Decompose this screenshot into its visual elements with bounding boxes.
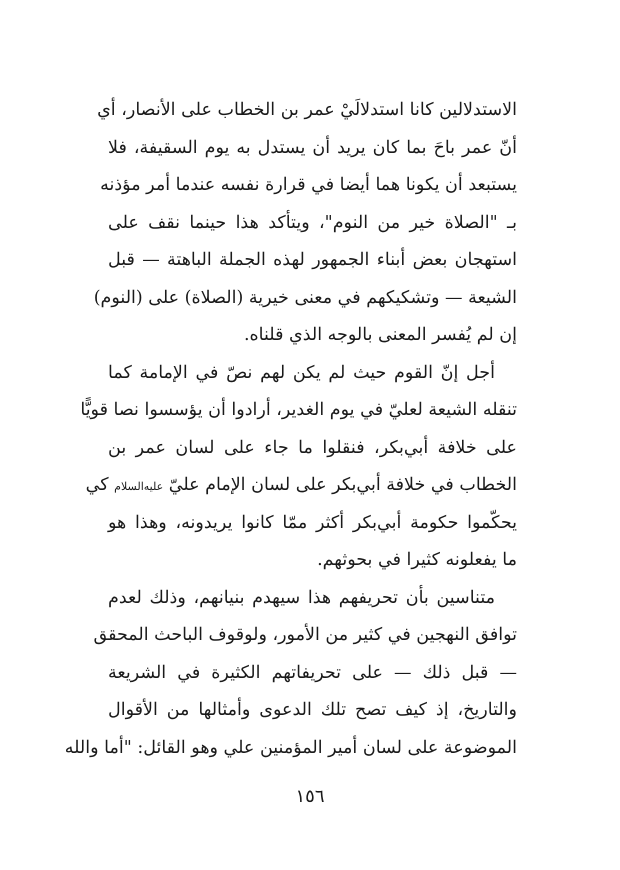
text-line: أجل إنّ القوم حيث لم يكن لهم نصّ في الإمامة كما <box>108 362 495 383</box>
text-segment: الخطاب في خلافة أبي‌بكر على لسان الإمام عليّ <box>168 475 517 495</box>
text-line: بـ "الصلاة خير من النوم"، ويتأكد هذا حينما نقف على <box>108 212 517 233</box>
paragraph-2 <box>80 355 517 580</box>
paragraph-1 <box>93 92 517 355</box>
text-line: يحكّموا حكومة أبي‌بكر أكثر ممّا كانوا يريدونه، وهذا هو <box>108 512 517 533</box>
text-line: إن لم يُفسر المعنى بالوجه الذي قلناه. <box>243 325 517 345</box>
text-line: متناسين بأن تحريفهم هذا سيهدم بنيانهم، وذلك لعدم <box>108 587 495 608</box>
text-line: الشيعة — وتشكيكهم في معنى خيرية (الصلاة) على (النوم) <box>93 287 517 308</box>
paragraph-3 <box>64 580 517 768</box>
text-line: الموضوعة على لسان أمير المؤمنين علي وهو القائل: "أما والله <box>64 737 517 758</box>
text-line: توافق النهجين في كثير من الأمور، ولوقوف الباحث المحقق <box>93 625 517 645</box>
text-line-with-honorific <box>85 467 517 505</box>
body-text <box>64 92 517 767</box>
text-line: أنّ عمر باحَ بما كان يريد أن يستدل به يوم السقيفة، فلا <box>108 137 517 158</box>
honorific-text: عليه‌السلام <box>114 480 164 493</box>
text-line: والتاريخ، إذ كيف تصح تلك الدعوى وأمثالها من الأقوال <box>108 700 517 720</box>
text-segment: كي <box>85 475 109 495</box>
text-line: ما يفعلونه كثيرا في بحوثهم. <box>317 550 517 570</box>
text-line: استهجان بعض أبناء الجمهور لهذه الجملة الباهتة — قبل <box>108 250 517 270</box>
text-line: على خلافة أبي‌بكر، فنقلوا ما جاء على لسان عمر بن <box>108 437 517 458</box>
text-line: يستبعد أن يكونا هما أيضا في قرارة نفسه عندما أمر مؤذنه <box>100 175 517 195</box>
text-line: الاستدلالين كانا استدلالَيْ عمر بن الخطاب على الأنصار، أي <box>97 100 517 120</box>
page-number: ١٥٦ <box>295 786 325 807</box>
text-line: تنقله الشيعة لعليّ في يوم الغدير، أرادوا أن يؤسسوا نصا قويًّا <box>80 400 517 420</box>
text-line: — قبل ذلك — على تحريفاتهم الكثيرة في الشريعة <box>108 662 517 683</box>
